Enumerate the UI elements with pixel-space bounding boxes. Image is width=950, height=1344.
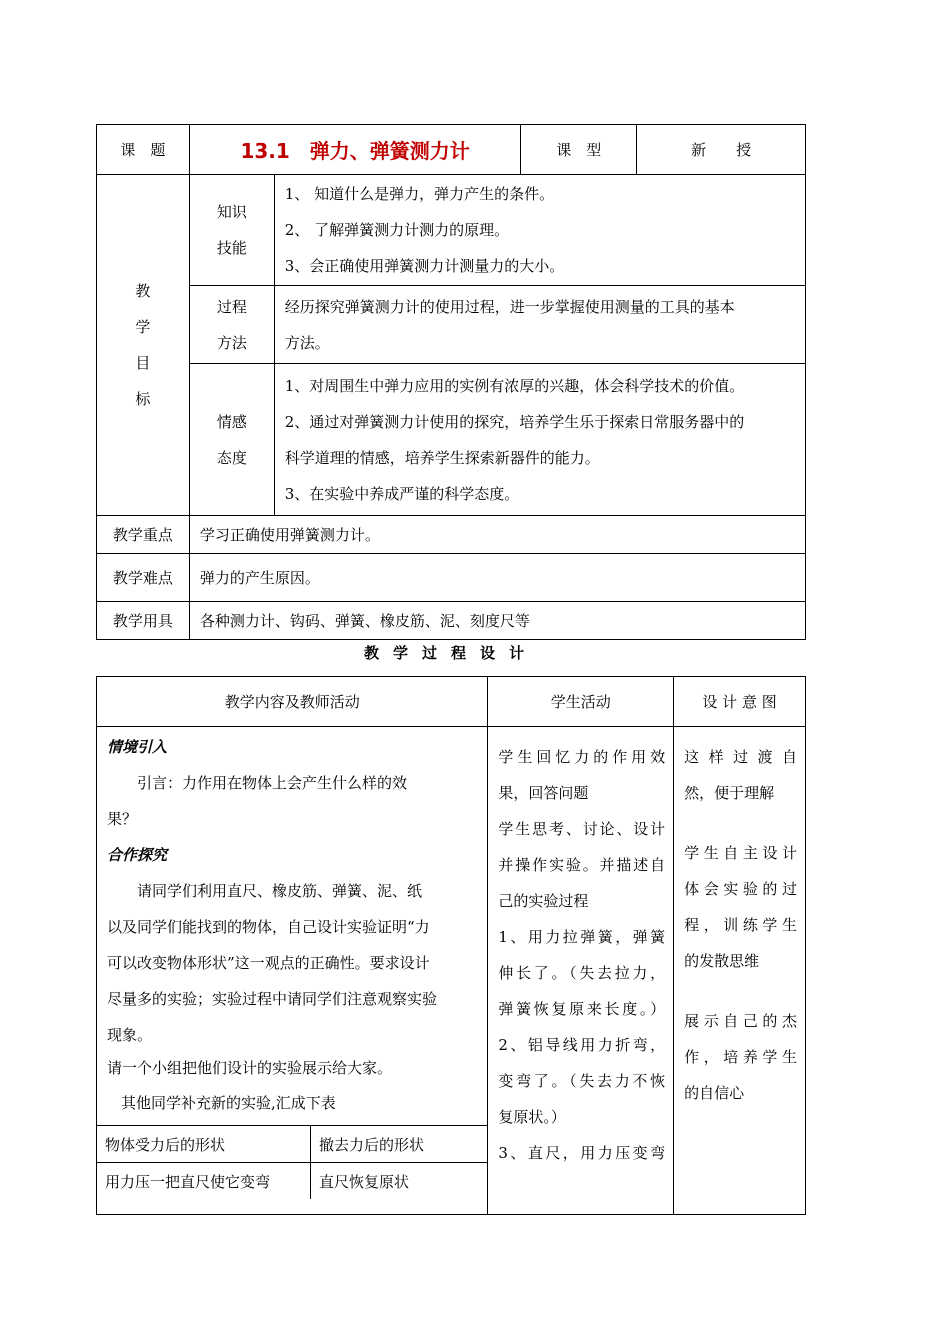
objective-sublabel [189,364,274,516]
intent-line: 学生自主设计 [684,844,797,862]
student-line: 伸长了。（失去拉力， [498,964,666,982]
objective-line: 科学道理的情感，培养学生探索新器件的能力。 [284,448,600,467]
objective-content [274,364,805,516]
objectives-label [97,175,190,516]
student-line: 己的实验过程 [498,892,589,910]
topic-label: 课 题 [97,125,190,175]
intent-line: 作，培养学生 [684,1048,797,1066]
inner-table-wrap [97,1125,487,1199]
teacher-activity [107,729,479,1123]
objectives-label-char: 学 [135,318,151,336]
lesson-info-table [96,124,806,640]
objective-line: 2、通过对弹簧测力计使用的探究，培养学生乐于探索日常服务器中的 [284,412,745,431]
type-value: 新 授 [637,125,806,175]
student-line: 3、直尺，用力压变弯 [498,1144,666,1162]
student-line: 并操作实验。并描述自 [498,856,666,874]
tools-value: 各种测力计、钩码、弹簧、橡皮筋、泥、刻度尺等 [189,602,805,640]
section-title: 情境引入 [107,738,168,756]
col-student-header: 学生活动 [488,677,674,727]
lesson-title: 13.1 弹力、弹簧测力计 [189,125,521,175]
header-row [97,125,806,175]
key-point-value: 学习正确使用弹簧测力计。 [189,516,805,554]
intent-line: 的发散思维 [684,952,760,970]
objective-row-knowledge [97,175,806,286]
teacher-line: 果？ [107,810,138,828]
objective-line: 经历探究弹簧测力计的使用过程，进一步掌握使用测量的工具的基本 [284,297,735,316]
type-label: 课 型 [521,125,637,175]
tools-label: 教学用具 [97,602,190,640]
objective-line: 2、 了解弹簧测力计测力的原理。 [284,221,510,239]
tools-row [97,602,806,640]
inner-data-cell: 直尺恢复原状 [311,1163,488,1200]
inner-header-cell: 撤去力后的形状 [311,1126,488,1163]
process-body-row [97,727,806,1215]
intent-line: 程，训练学生 [684,916,797,934]
teacher-line: 其他同学补充新的实验,汇成下表 [121,1094,336,1112]
teacher-line: 现象。 [107,1026,153,1044]
objective-line: 方法。 [284,333,330,352]
teacher-activity-cell [97,727,488,1215]
intent-line: 的自信心 [684,1084,745,1102]
difficulty-value: 弹力的产生原因。 [189,554,805,602]
teacher-line: 引言：力作用在物体上会产生什么样的效 [137,774,408,792]
student-activity [498,739,665,1171]
col-teacher-header: 教学内容及教师活动 [97,677,488,727]
sublabel-line: 过程 [216,297,247,316]
section-title: 合作探究 [107,846,168,864]
intent-line: 这样过渡自 [684,748,797,766]
objective-line: 1、 知道什么是弹力，弹力产生的条件。 [284,185,555,203]
intent-line: 体会实验的过 [684,880,797,898]
difficulty-row [97,554,806,602]
col-intent-header: 设 计 意 图 [674,677,806,727]
student-line: 学生思考、讨论、设计 [498,820,666,838]
student-line: 复原状。） [498,1108,566,1126]
teacher-line: 请同学们利用直尺、橡皮筋、弹簧、泥、纸 [137,882,423,900]
objective-row-attitude [97,364,806,516]
sublabel-line: 态度 [216,448,247,467]
objective-content [274,286,805,364]
objective-content [274,175,805,286]
difficulty-label: 教学难点 [97,554,190,602]
intent-group [684,835,797,979]
objective-sublabel [189,286,274,364]
objective-row-process [97,286,806,364]
student-line: 1、用力拉弹簧，弹簧 [498,928,666,946]
objective-line: 3、会正确使用弹簧测力计测量力的大小。 [284,257,565,275]
objective-sublabel [189,175,274,286]
teacher-line: 尽量多的实验；实验过程中请同学们注意观察实验 [107,990,438,1008]
sublabel-line: 方法 [216,333,247,352]
intent-cell [674,727,806,1215]
inner-header-cell: 物体受力后的形状 [97,1126,311,1163]
inner-header-row [97,1126,487,1163]
objective-line: 1、对周围生中弹力应用的实例有浓厚的兴趣，体会科学技术的价值。 [284,376,745,395]
objective-line: 3、在实验中养成严谨的科学态度。 [284,484,520,503]
key-point-row [97,516,806,554]
student-line: 弹簧恢复原来长度。） [498,1000,666,1018]
teacher-line: 以及同学们能找到的物体，自己设计实验证明“力 [107,918,430,936]
intent-group [684,739,797,811]
student-activity-cell [488,727,674,1215]
student-line: 变弯了。（失去力不恢 [498,1072,666,1090]
student-line: 果，回答问题 [498,784,589,802]
objectives-label-char: 标 [135,390,151,408]
student-line: 学生回忆力的作用效 [498,748,666,766]
inner-data-cell: 用力压一把直尺使它变弯 [97,1163,311,1200]
intent-line: 展示自己的杰 [684,1012,797,1030]
inner-data-row [97,1163,487,1200]
intent-line: 然，便于理解 [684,784,775,802]
sublabel-line: 技能 [216,239,247,257]
shape-comparison-table [97,1125,487,1199]
student-line: 2、铝导线用力折弯， [498,1036,666,1054]
process-header-row [97,677,806,727]
objectives-label-char: 教 [135,282,151,300]
teacher-line: 可以改变物体形状”这一观点的正确性。要求设计 [107,954,430,972]
process-table [96,676,806,1215]
sublabel-line: 情感 [216,412,247,431]
teacher-line: 请一个小组把他们设计的实验展示给大家。 [107,1059,393,1077]
objectives-label-char: 目 [135,354,151,372]
sublabel-line: 知识 [216,203,247,221]
process-heading: 教学过程设计 [363,644,538,662]
key-point-label: 教学重点 [97,516,190,554]
intent-group [684,1003,797,1111]
